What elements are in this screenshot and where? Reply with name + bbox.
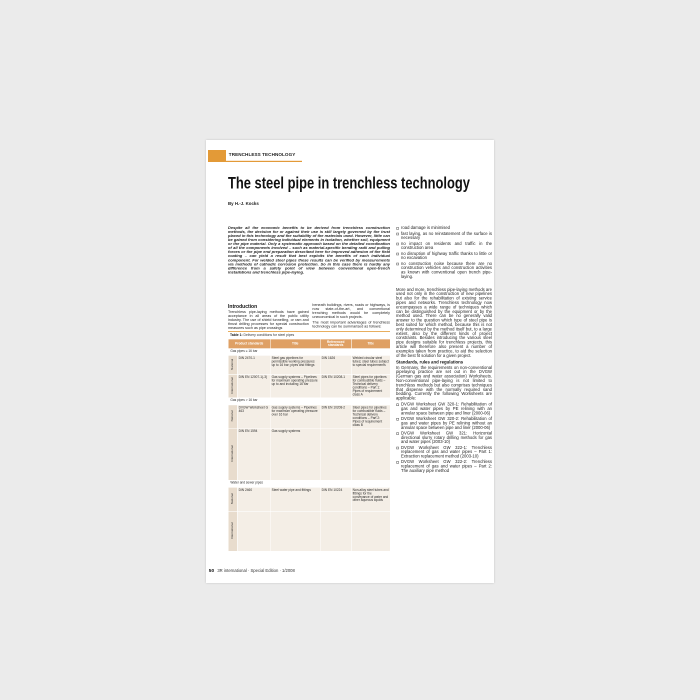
introduction-text-col-b	[312, 303, 390, 330]
introduction-paragraph: The most important advantages of trenchless technology can be summarised as follows:	[312, 320, 390, 329]
worksheets-list	[396, 402, 492, 473]
referenced-standard-cell	[320, 428, 351, 480]
group-label: Gas pipes > 16 bar	[228, 398, 390, 405]
right-column	[396, 226, 492, 474]
product-standard-cell	[237, 511, 270, 551]
scope-label: National	[230, 358, 235, 370]
standards-heading: Standards, rules and regulations	[396, 360, 464, 365]
referenced-standard-cell: DIN EN 10208-1	[320, 374, 351, 397]
referenced-title-cell	[351, 428, 390, 480]
table-row	[228, 511, 390, 551]
page-footer	[209, 568, 295, 573]
list-item: fast laying, as no reinstatement of the surface is necessary	[396, 232, 492, 241]
product-title-cell: Steel gas pipelines for permissible working pressures up to 16 bar; pipes and fittings	[270, 355, 320, 374]
magazine-page	[206, 140, 494, 583]
referenced-title-cell: Steel pipes for pipelines for combustible fluids – Technical delivery conditions – Part 2: Pipes of requirement class B	[351, 405, 390, 428]
scope-cell	[228, 374, 237, 397]
list-item: no impact on residents and traffic in the construction area	[396, 242, 492, 251]
scope-cell	[228, 405, 237, 428]
abstract: Despite all the economic benefits to be derived from trenchless construction methods, the decision for or against their use is still largely governed by the trust placed in this technology and the suitability of the materials used. However, little can be gained from considering individual elements in isolation, whether soil, equipment or the pipe material. Only a systematic approach based on the detailed coordination of all the components involved – such as material-specific bending radii and pulling forces or the pipe end preparation described here for improved adhesion of the field coating – can yield a result that best exploits the benefits of each individual component. For welded steel pipes these results can be verified by measurements via methods of cathodic corrosion protection. So in this case there is hardly any difference from a safety point of view between conventional open-trench installations and trenchless pipe-laying.	[228, 225, 390, 275]
referenced-title-cell: Steel pipes for pipelines for combustible fluids – Technical delivery conditions – Part 1: Pipes of requirement class A	[351, 374, 390, 397]
scope-label: National	[230, 493, 235, 505]
section-label: TRENCHLESS TECHNOLOGY	[228, 152, 296, 158]
byline: By H.-J. Kocks	[228, 201, 259, 207]
delivery-conditions-table	[228, 339, 390, 552]
table-group-row	[228, 398, 390, 405]
product-title-cell	[270, 511, 320, 551]
table-caption-text: Delivery conditions for steel pipes	[243, 332, 295, 337]
table-head	[228, 339, 390, 348]
publication-line: 3R international · Special Edition · 1/2008	[217, 568, 295, 574]
list-item: no disruption of highway traffic thanks to little or no excavation	[396, 252, 492, 261]
list-item: DVGW Worksheet GW 322-1: Trenchless replacement of gas and water pipes – Part 1: Extraction replacement method (2003-10)	[396, 445, 492, 458]
article-title: The steel pipe in trenchless technology	[228, 173, 470, 193]
product-title-cell: Gas supply systems	[270, 428, 320, 480]
table-body	[228, 348, 390, 551]
referenced-standard-cell: DIN EN 10224	[320, 487, 351, 511]
header-referenced-title: Title	[351, 339, 390, 348]
referenced-standard-cell: DIN 1626	[320, 355, 351, 374]
product-title-cell: Steel water pipe and fittings	[270, 487, 320, 511]
list-item: road damage is minimised	[396, 226, 492, 230]
scope-label: International	[230, 445, 235, 462]
product-title-cell: Gas supply systems – Pipelines for maximum operating pressure up to and including 16 bar	[270, 374, 320, 397]
table-caption	[228, 332, 390, 339]
table-row	[228, 355, 390, 374]
table-row	[228, 374, 390, 397]
header-referenced-standards: Referenced standards	[320, 339, 351, 348]
product-standard-cell: DIN 2470-1	[237, 355, 270, 374]
section-marker	[208, 150, 226, 161]
product-standard-cell: DIN EN 1594	[237, 428, 270, 480]
list-item: DVGW Worksheet GW 320-2: Rehabilitation of gas and water pipes by PE relining without an annular space between pipe and liner (2000-06)	[396, 417, 492, 430]
referenced-title-cell	[351, 511, 390, 551]
referenced-standard-cell	[320, 511, 351, 551]
scope-cell	[228, 487, 237, 511]
table-group-row	[228, 348, 390, 355]
product-title-cell: Gas supply systems – Pipelines for maximum operating pressure over 16 bar	[270, 405, 320, 428]
product-standard-cell: DIN EN 12007-1(-3)	[237, 374, 270, 397]
scope-label: National	[230, 410, 235, 422]
scope-cell	[228, 428, 237, 480]
scope-label: International	[230, 522, 235, 539]
list-item: no construction noise because there are no construction vehicles and construction activities as known with conventional open trench pipe-laying.	[396, 262, 492, 280]
introduction-paragraph: beneath buildings, rivers, roads or highways, is now state-of-the-art, and conventional trenching methods would be completely uneconomical in such projects.	[312, 302, 390, 319]
table-group-row	[228, 480, 390, 487]
introduction-heading: Introduction	[228, 303, 258, 310]
advantages-list	[396, 226, 492, 279]
header-title: Title	[270, 339, 320, 348]
referenced-title-cell: Welded circular steel tubes; steel tubes subject to special requirements	[351, 355, 390, 374]
page-content	[206, 140, 494, 583]
scope-label: International	[230, 377, 235, 394]
table-caption-label: Table 1:	[230, 332, 243, 337]
standards-paragraph: In Germany, the requirements on non-conventional pipelaying practice are set out in the DVGW (German gas and water association) Worksheets. Non-conventional pipe-laying is not limited to trenchless methods but also comprises techniques that dispense with the normally required sand bedding. Currently the following Worksheets are applicable:	[396, 365, 492, 401]
table-row	[228, 428, 390, 480]
table-row	[228, 487, 390, 511]
referenced-title-cell: Non-alloy steel tubes and fittings for the conveyance of water and other aqueous liquids	[351, 487, 390, 511]
scope-cell	[228, 511, 237, 551]
header-product-standards: Product standards	[228, 339, 270, 348]
table-1	[228, 331, 390, 551]
scope-cell	[228, 355, 237, 374]
group-label: Gas pipes ≤ 16 bar	[228, 348, 390, 355]
list-item: DVGW Worksheet GW 321: Horizontal directional slurry rotary drilling methods for gas and water pipes (2003-10)	[396, 431, 492, 444]
list-item: DVGW Worksheet GW 320-1: Rehabilitation of gas and water pipes by PE relining with an annular space between pipe and liner (2000-06)	[396, 402, 492, 415]
section-rule	[208, 161, 302, 162]
table-row	[228, 405, 390, 428]
body-paragraph: More and more, trenchless pipe-laying methods are used not only in the construction of new pipelines but also for the rehabilitation of existing service pipes and networks. Trenchless technology now encompasses a wide range of techniques which can be distinguished by the equipment or by the method used. There can be no generally valid answer to the question which type of steel pipe is best suited for which method, because this is not only determined by the method itself but, to a large extent, also by the different kinds of project constraints. Besides introducing the various steel pipe designs suitable for trenchless projects, this article will therefore also present a number of examples taken from practice, to aid the selection of the best fit solution for a given project.	[396, 287, 492, 358]
referenced-standard-cell: DIN EN 10208-2	[320, 405, 351, 428]
product-standard-cell: DIN 2460	[237, 487, 270, 511]
group-label: Water and sewer pipes	[228, 480, 390, 487]
introduction-text-col-a: Trenchless pipe-laying methods have gained acceptance in all areas of the public utility industry. The use of shield tunnelling, or ram and thrust drilling processes for special construction measures such as pipe crossings	[228, 310, 309, 331]
product-standard-cell: DVGW Worksheet G 463	[237, 405, 270, 428]
list-item: DVGW Worksheet GW 322-2: Trenchless replacement of gas and water pipes – Part 2: The auxiliary pipe method	[396, 460, 492, 473]
page-number: 50	[208, 567, 215, 574]
table-header-row	[228, 339, 390, 348]
